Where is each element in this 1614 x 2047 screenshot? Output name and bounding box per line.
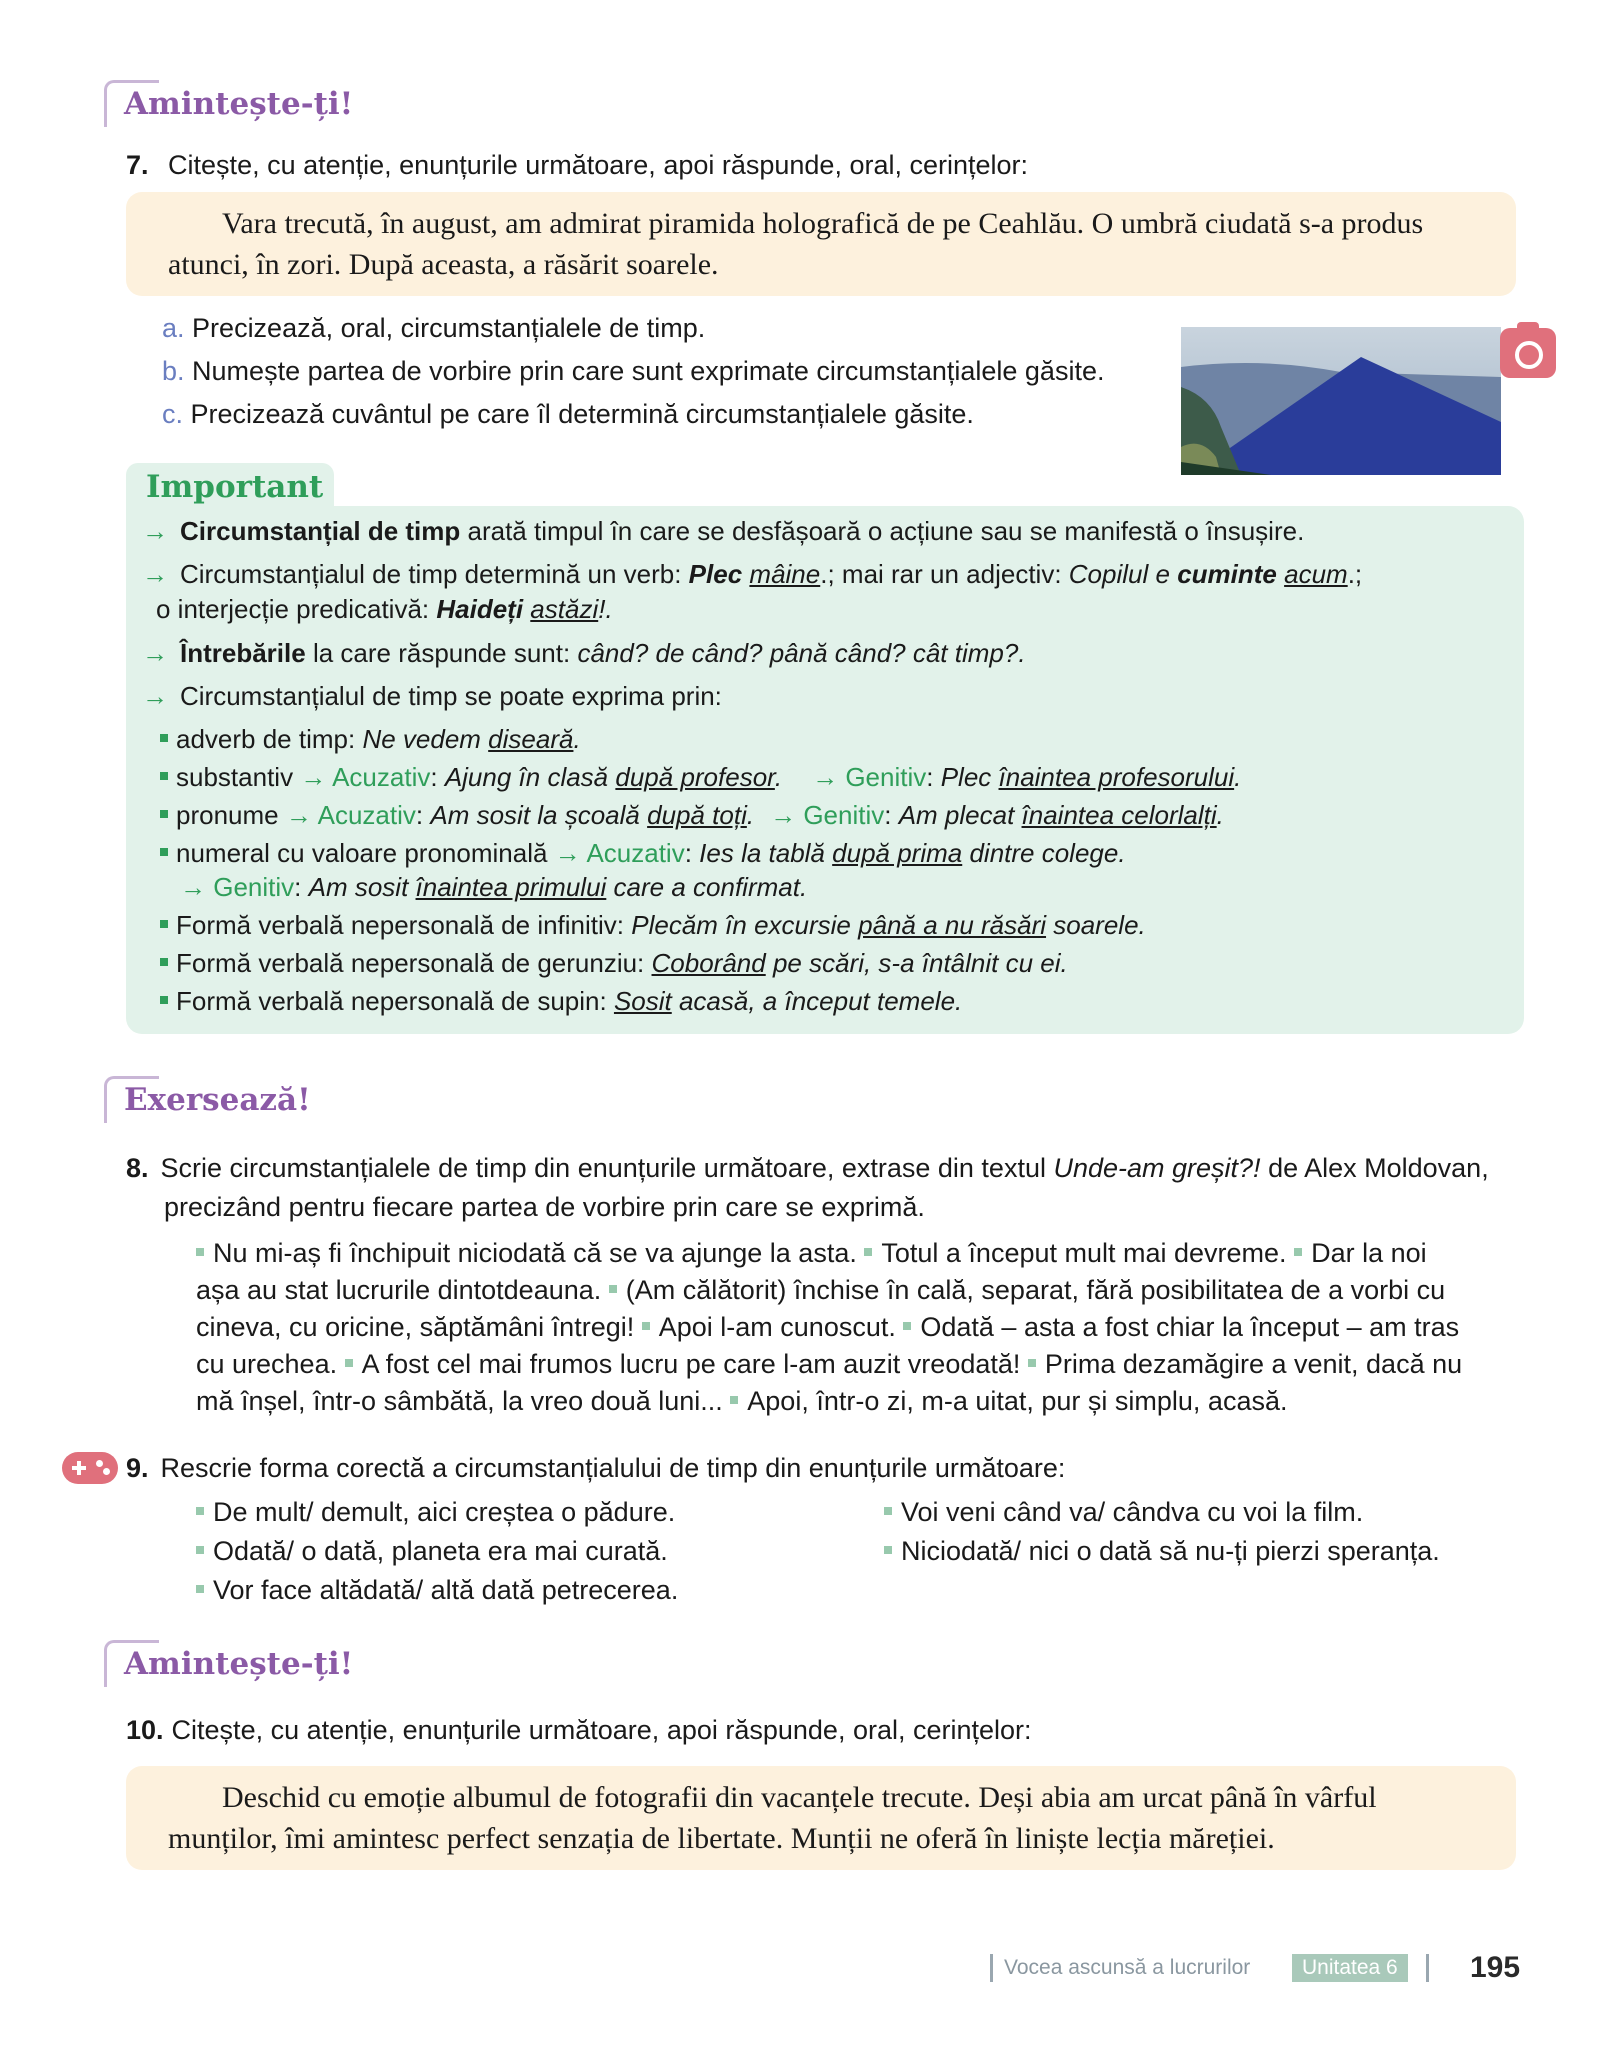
quote-line: Deschid cu emoție albumul de fotografii din vacanțele trecute. Deși abia am urcat până în vârful (222, 1781, 1377, 1814)
bullet-icon (1294, 1248, 1302, 1256)
sentence: Dar la noi (1311, 1238, 1427, 1268)
example: soarele. (1046, 910, 1146, 940)
sentence: Prima dezamăgire a venit, dacă nu (1044, 1349, 1463, 1379)
footer-book-title: Vocea ascunsă a lucrurilor (1004, 1956, 1251, 1979)
important-title: Important (146, 469, 324, 505)
text: o interjecție predicativă: (156, 594, 437, 624)
section-title: Amintește-ți! (124, 86, 354, 122)
example: care a confirmat. (606, 872, 808, 902)
text: .; mai rar un adjectiv: (820, 559, 1069, 589)
footer-divider (1426, 1954, 1429, 1982)
instruction-text: Rescrie forma corectă a circumstanțialului de timp din enunțurile următoare: (160, 1453, 1066, 1483)
exercise-7-instruction (126, 147, 1028, 183)
text: pronume (176, 800, 286, 830)
ex8-line (196, 1383, 1287, 1419)
list-item (160, 946, 1068, 980)
sentence: (Am călătorit) închise în cală, separat, fără posibilitatea de a vorbi cu (625, 1275, 1446, 1305)
example: Ne vedem (362, 724, 489, 754)
sub-item-a (162, 310, 705, 346)
sentence: Vor face altădată/ altă dată petrecerea. (213, 1575, 679, 1605)
bullet-icon (196, 1546, 204, 1554)
bullet-icon (196, 1507, 204, 1515)
ex9-right-item (884, 1494, 1363, 1530)
example: Ies la tablă (699, 838, 833, 868)
item-letter: c. (162, 399, 184, 429)
example-underlined: după toți (647, 800, 747, 830)
bullet-icon (864, 1248, 872, 1256)
text: Formă verbală nepersonală de gerunziu: (176, 948, 652, 978)
example-underlined: mâine (749, 559, 821, 589)
bullet-icon (160, 772, 168, 780)
ex8-line (196, 1346, 1462, 1382)
bullet-icon (1028, 1359, 1036, 1367)
text: arată timpul în care se desfășoară o acțiune sau se manifestă o însușire. (460, 516, 1305, 546)
sentence: De mult/ demult, aici creștea o pădure. (213, 1497, 676, 1527)
example: pe scări, s-a întâlnit cu ei. (765, 948, 1068, 978)
text: numeral cu valoare pronominală (176, 838, 555, 868)
instruction-text: Citește, cu atenție, enunțurile următoare, apoi răspunde, oral, cerințelor: (171, 1715, 1032, 1745)
example: Am sosit la școală (430, 800, 648, 830)
exercise-number: 9. (126, 1453, 149, 1483)
quote-line: Vara trecută, în august, am admirat piramida holografică de pe Ceahlău. O umbră ciudată s-a produs (222, 207, 1424, 240)
arrow-icon: → (142, 681, 168, 711)
exercise-8-instruction (126, 1150, 1489, 1186)
example: Plec (940, 762, 999, 792)
bullet-icon (196, 1248, 204, 1256)
footer-unit-badge: Unitatea 6 (1292, 1954, 1408, 1982)
bold-term: Circumstanțial de timp (180, 516, 461, 546)
bullet-icon (160, 996, 168, 1004)
text: Circumstanțialul de timp se poate exprima prin: (180, 681, 722, 711)
text: Scrie circumstanțialele de timp din enunțurile următoare, extrase din textul (160, 1153, 1054, 1183)
ex9-left-item (196, 1533, 668, 1569)
text: precizând pentru fiecare partea de vorbire prin care se exprimă. (164, 1192, 925, 1222)
section-title: Amintește-ți! (124, 1646, 354, 1682)
bullet-icon (160, 734, 168, 742)
ex9-right-item (884, 1533, 1440, 1569)
sub-item-b (162, 353, 1104, 389)
quote-box-10 (126, 1766, 1516, 1870)
item-letter: b. (162, 356, 185, 386)
bullet-icon (160, 920, 168, 928)
example-underlined: înaintea primului (415, 872, 607, 902)
sentence: Apoi, într-o zi, m-a uitat, pur și simplu, acasă. (747, 1386, 1288, 1416)
example-underlined: după prima (832, 838, 963, 868)
case-label: → Genitiv (180, 872, 295, 902)
quote-line: atunci, în zori. După aceasta, a răsărit soarele. (168, 248, 719, 281)
gamepad-icon[interactable] (62, 1452, 118, 1484)
text: Circumstanțialul de timp determină un verb: (180, 559, 689, 589)
bold-term: Întrebările (180, 638, 306, 668)
example: Ajung în clasă (444, 762, 616, 792)
example-underlined: după profesor (615, 762, 775, 792)
arrow-icon: → (142, 559, 168, 589)
list-item (160, 908, 1146, 942)
arrow-icon: → (142, 516, 168, 546)
sentence: Odată/ o dată, planeta era mai curată. (213, 1536, 668, 1566)
item-text: Numește partea de vorbire prin care sunt exprimate circumstanțialele găsite. (192, 356, 1105, 386)
sub-item-c (162, 396, 974, 432)
sentence: cineva, cu oricine, săptămâni întregi! (196, 1312, 635, 1342)
bullet-icon (609, 1285, 617, 1293)
sentence: așa au stat lucrurile dintotdeauna. (196, 1275, 602, 1305)
example: cuminte (1177, 559, 1277, 589)
list-item: adverb de timp: Ne vedem diseară. (160, 722, 581, 756)
case-label: → Acuzativ (300, 762, 431, 792)
item-text: Precizează cuvântul pe care îl determină circumstanțialele găsite. (190, 399, 974, 429)
sentence: mă înșel, într-o sâmbătă, la vreo două luni... (196, 1386, 723, 1416)
page-number: 195 (1470, 1951, 1521, 1984)
example-underlined: astăzi (530, 594, 599, 624)
exercise-number: 8. (126, 1153, 149, 1183)
sentence: Totul a început mult mai devreme. (881, 1238, 1287, 1268)
arrow-icon: → (142, 638, 168, 668)
item-text: Precizează, oral, circumstanțialele de timp. (192, 313, 706, 343)
sentence: Nu mi-aș fi închipuit niciodată că se va ajunge la asta. (213, 1238, 857, 1268)
text: la care răspunde sunt: (305, 638, 578, 668)
sentence: A fost cel mai frumos lucru pe care l-am auzit vreodată! (361, 1349, 1021, 1379)
instruction-text: Citește, cu atenție, enunțurile următoare, apoi răspunde, oral, cerințelor: (168, 150, 1029, 180)
example-underlined: Coborând (651, 948, 766, 978)
example: acasă, a început temele. (671, 986, 963, 1016)
ex9-left-item (196, 1494, 675, 1530)
text: Formă verbală nepersonală de infinitiv: (176, 910, 632, 940)
exercise-10-instruction (126, 1712, 1032, 1748)
quote-line: munților, îmi amintesc perfect senzația de libertate. Munții ne oferă în liniște lecția măreției. (168, 1822, 1275, 1855)
list-item: numeral cu valoare pronominală → Acuzativ: Ies la tablă după prima dintre colege. (160, 836, 1126, 870)
example-underlined: acum (1284, 559, 1348, 589)
example-underlined: diseară (488, 724, 574, 754)
ex8-line (196, 1235, 1427, 1271)
bullet-icon (196, 1585, 204, 1593)
sentence: Apoi l-am cunoscut. (658, 1312, 896, 1342)
ex8-line (196, 1272, 1445, 1308)
case-label: → Acuzativ (554, 838, 685, 868)
text: !. (598, 594, 613, 624)
text: de Alex Moldovan, (1260, 1153, 1489, 1183)
list-item-cont: → Genitiv: Am sosit înaintea primului care a confirmat. (180, 872, 808, 902)
text: substantiv (176, 762, 301, 792)
section-title: Exersează! (124, 1082, 311, 1118)
sentence: Niciodată/ nici o dată să nu-ți pierzi speranța. (901, 1536, 1440, 1566)
example: Am sosit (308, 872, 416, 902)
case-label: → Genitiv (770, 800, 885, 830)
ex9-left-item (196, 1572, 678, 1608)
list-item (160, 984, 962, 1018)
example: Plec (688, 559, 743, 589)
sentence: Odată – asta a fost chiar la început – am tras (920, 1312, 1460, 1342)
example-underlined: înaintea celorlalți (1021, 800, 1217, 830)
text: .; (1347, 559, 1363, 589)
example: Haideți (436, 594, 524, 624)
camera-icon[interactable] (1500, 328, 1556, 378)
example-underlined: Sosit (613, 986, 672, 1016)
example-underlined: înaintea profesorului (998, 762, 1235, 792)
questions: când? de când? până când? cât timp?. (577, 638, 1026, 668)
item-letter: a. (162, 313, 185, 343)
example: Plecăm în excursie (631, 910, 859, 940)
exercise-9-instruction (126, 1450, 1065, 1486)
quote-box-7 (126, 192, 1516, 296)
important-point-cont (156, 592, 613, 626)
important-point (142, 636, 1026, 670)
example: dintre colege. (962, 838, 1126, 868)
exercise-8-instruction-cont (164, 1189, 925, 1225)
bullet-icon (345, 1359, 353, 1367)
text-title: Unde-am greșit?! (1053, 1153, 1261, 1183)
list-item: pronume → Acuzativ: Am sosit la școală după toți. → Genitiv: Am plecat înaintea celorlalți. (160, 798, 1224, 832)
footer-divider (990, 1954, 993, 1982)
bullet-icon (730, 1396, 738, 1404)
example-underlined: până a nu răsări (858, 910, 1047, 940)
exercise-number: 10. (126, 1715, 164, 1745)
sentence: Voi veni când va/ cândva cu voi la film. (901, 1497, 1364, 1527)
important-point (142, 679, 722, 713)
bullet-icon (903, 1322, 911, 1330)
bullet-icon (642, 1322, 650, 1330)
example: Am plecat (898, 800, 1022, 830)
bullet-icon (884, 1546, 892, 1554)
exercise-number: 7. (126, 150, 149, 180)
ex8-line (196, 1309, 1459, 1345)
text: adverb de timp: (176, 724, 363, 754)
bullet-icon (884, 1507, 892, 1515)
important-point (142, 514, 1304, 548)
list-item: substantiv → Acuzativ: Ajung în clasă după profesor. → Genitiv: Plec înaintea profesorului. (160, 760, 1241, 794)
sentence: cu urechea. (196, 1349, 338, 1379)
bullet-icon (160, 848, 168, 856)
case-label: → Genitiv (812, 762, 927, 792)
bullet-icon (160, 958, 168, 966)
case-label: → Acuzativ (285, 800, 416, 830)
mountain-shadow-photo (1181, 327, 1501, 475)
text: Formă verbală nepersonală de supin: (176, 986, 614, 1016)
bullet-icon (160, 810, 168, 818)
important-point (142, 557, 1362, 591)
example: Copilul e (1068, 559, 1178, 589)
